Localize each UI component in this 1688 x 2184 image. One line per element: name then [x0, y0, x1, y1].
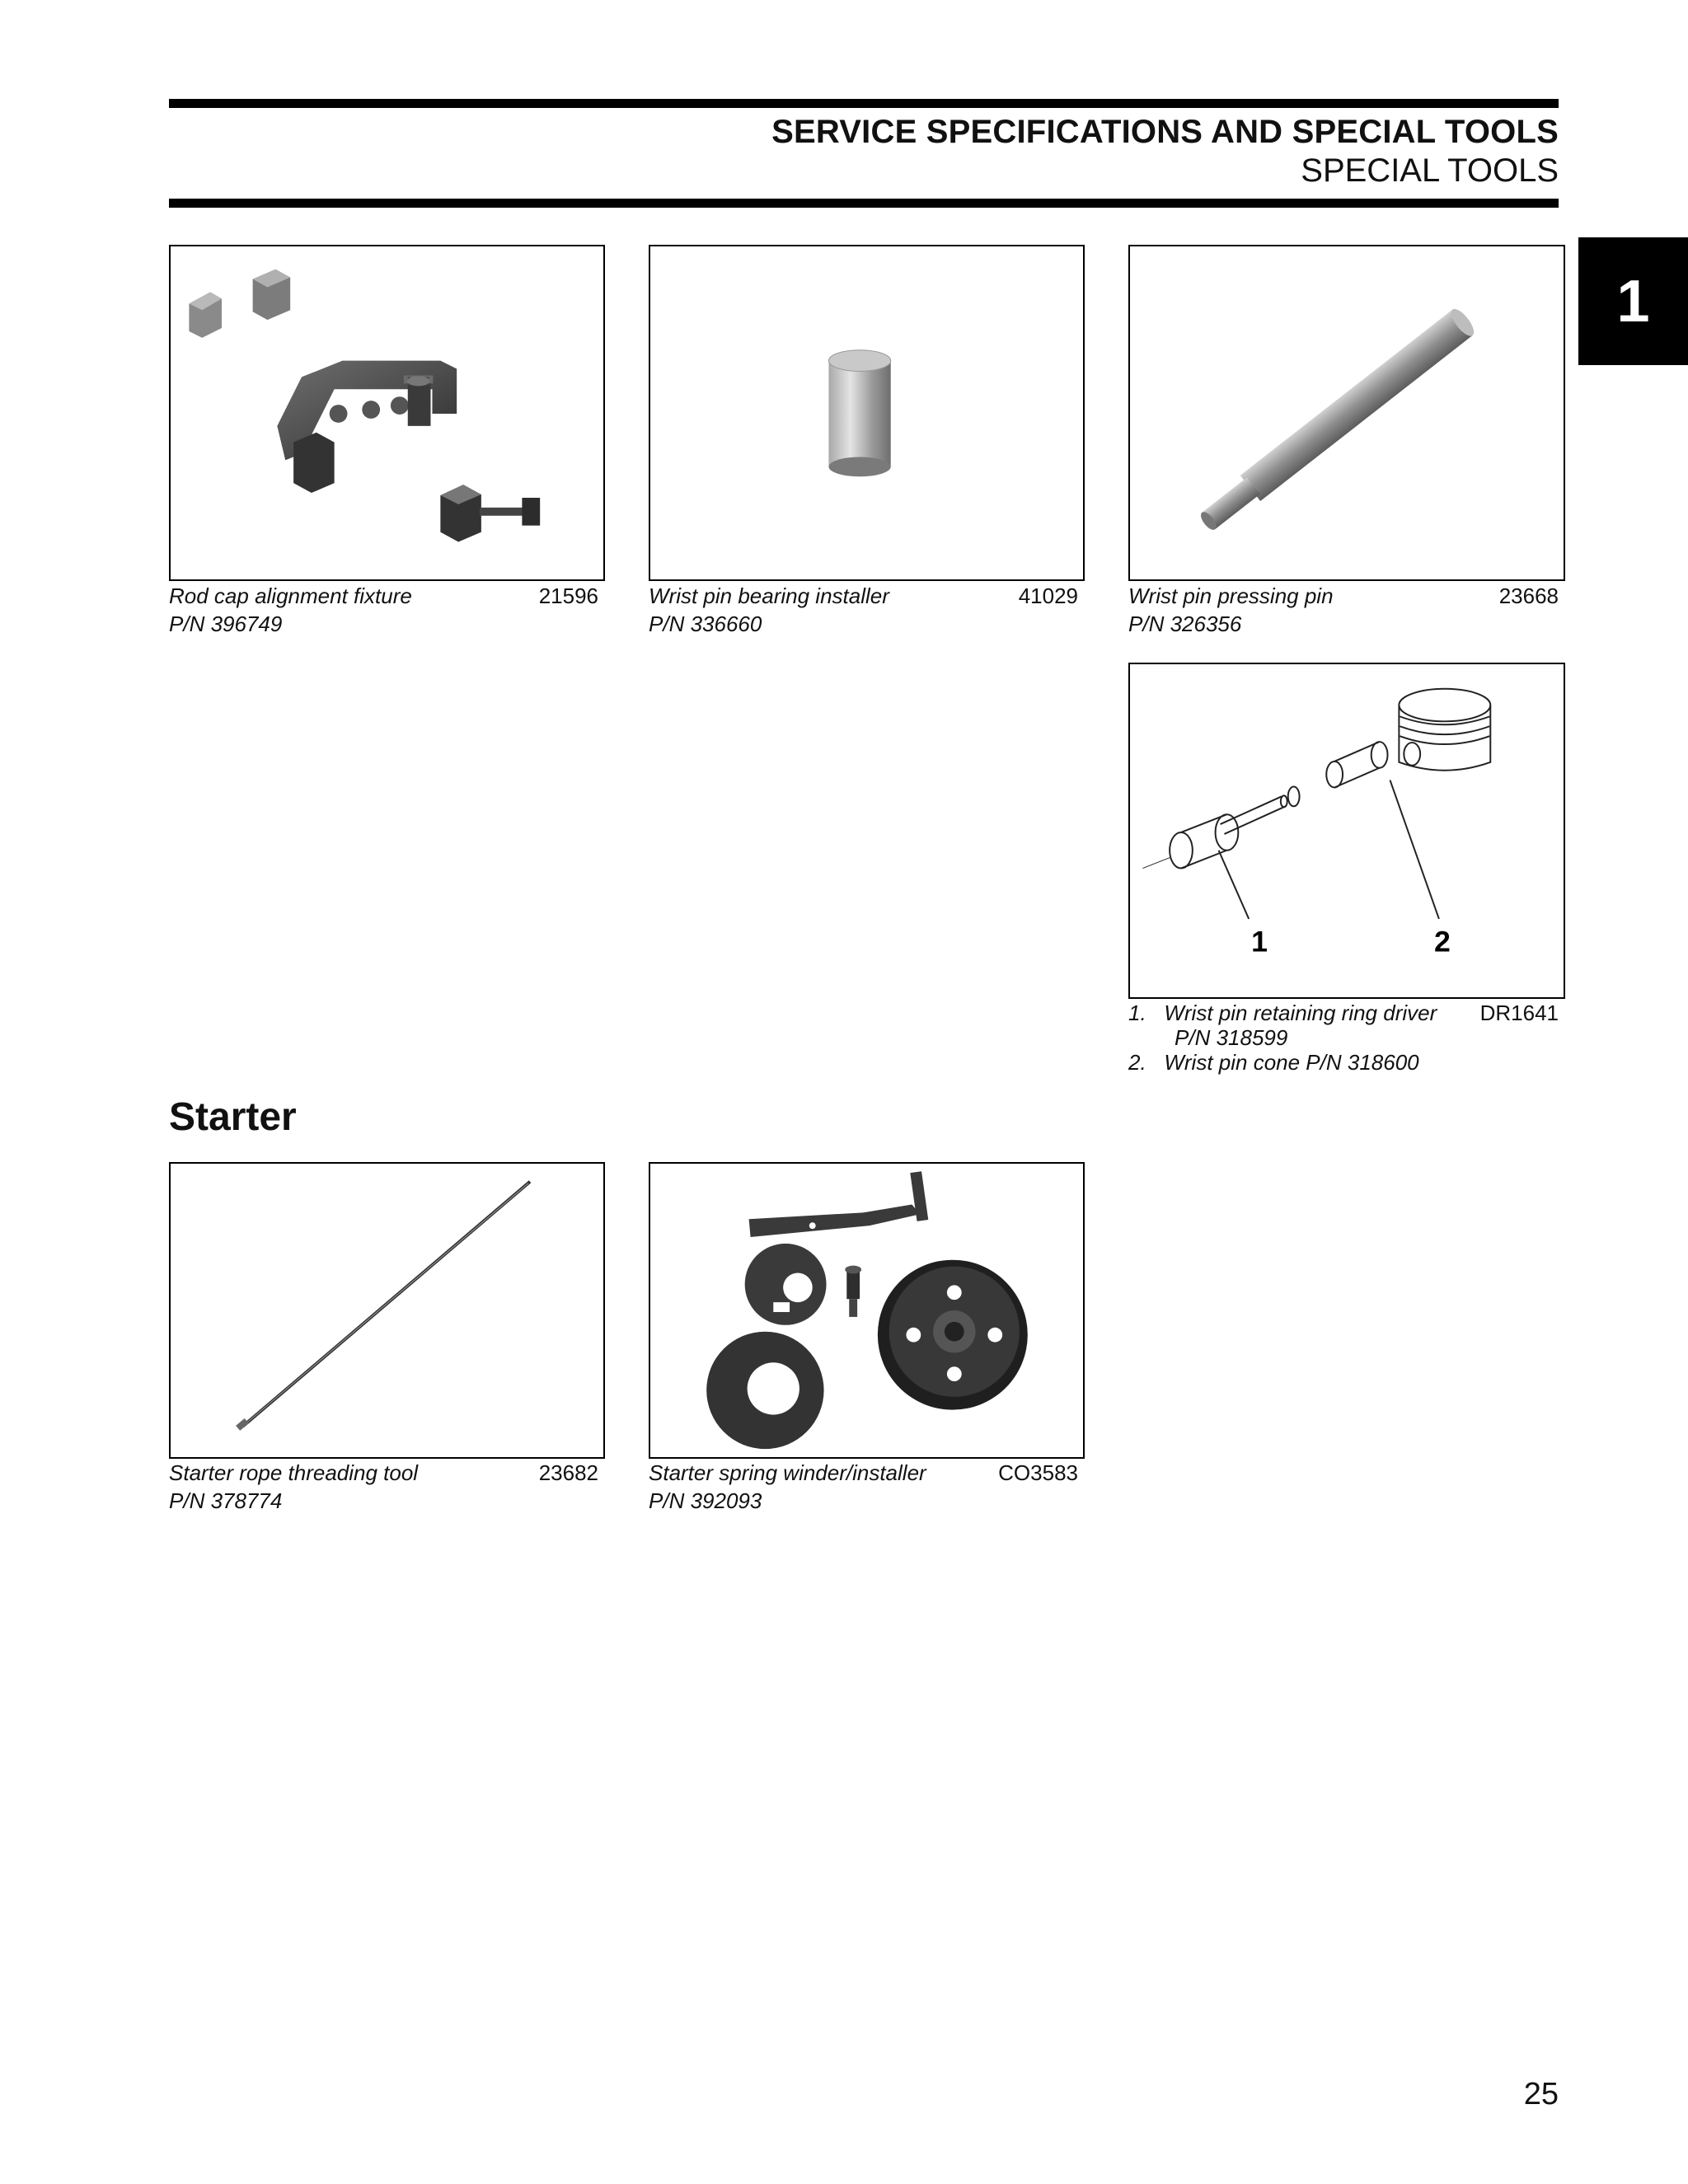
wrist-pin-bearing-installer-figure: [649, 245, 1085, 581]
figure-code: 23668: [1498, 583, 1559, 608]
tool-part-number: P/N 326356: [1128, 612, 1242, 636]
legend-number: 2.: [1128, 1050, 1146, 1075]
wrist-pin-pressing-pin-figure: [1128, 245, 1565, 581]
figure-code: 23682: [538, 1460, 598, 1485]
tool-name: Starter spring winder/installer: [649, 1460, 926, 1485]
starter-rope-tool-figure: [169, 1162, 605, 1459]
rod-cap-fixture-illustration: [171, 246, 603, 579]
tool-part-number: P/N 396749: [169, 612, 283, 636]
page-header-subtitle: SPECIAL TOOLS: [1301, 152, 1559, 189]
tool-name: Wrist pin pressing pin: [1128, 583, 1334, 608]
tool-name: Rod cap alignment fixture: [169, 583, 412, 608]
ring-driver-figure: [1128, 663, 1565, 999]
legend-item-1-part-number: P/N 318599: [1175, 1025, 1288, 1050]
callout-label: 1: [1251, 925, 1268, 958]
legend-item-2: [1128, 1048, 1419, 1076]
header-bottom-rule: [169, 199, 1559, 208]
legend-text: Wrist pin retaining ring driver: [1164, 1001, 1437, 1025]
rod-cap-fixture-figure: [169, 245, 605, 581]
tool-name: Wrist pin bearing installer: [649, 583, 889, 608]
header-top-rule: [169, 99, 1559, 108]
starter-spring-winder-figure: [649, 1162, 1085, 1459]
figure-code: 41029: [1018, 583, 1078, 608]
legend-text: Wrist pin cone P/N 318600: [1164, 1050, 1419, 1075]
page-header-title: SERVICE SPECIFICATIONS AND SPECIAL TOOLS: [771, 114, 1559, 150]
tool-part-number: P/N 392093: [649, 1488, 762, 1513]
legend-item-1: [1128, 999, 1437, 1027]
chapter-tab: 1: [1578, 237, 1688, 365]
section-heading: Starter: [169, 1095, 297, 1139]
tool-part-number: P/N 378774: [169, 1488, 283, 1513]
figure-code: 21596: [538, 583, 598, 608]
figure-code: CO3583: [998, 1460, 1078, 1485]
ring-driver-illustration: [1130, 664, 1564, 997]
wrist-pin-pressing-pin-illustration: [1130, 246, 1564, 579]
wrist-pin-bearing-installer-illustration: [650, 246, 1083, 579]
starter-spring-winder-illustration: [650, 1164, 1083, 1457]
starter-rope-tool-illustration: [171, 1164, 603, 1457]
tool-part-number: P/N 336660: [649, 612, 762, 636]
page-number: 25: [1523, 2077, 1559, 2111]
figure-code: DR1641: [1479, 1001, 1559, 1025]
legend-number: 1.: [1128, 1001, 1146, 1025]
tool-name: Starter rope threading tool: [169, 1460, 419, 1485]
callout-label: 2: [1433, 925, 1451, 958]
